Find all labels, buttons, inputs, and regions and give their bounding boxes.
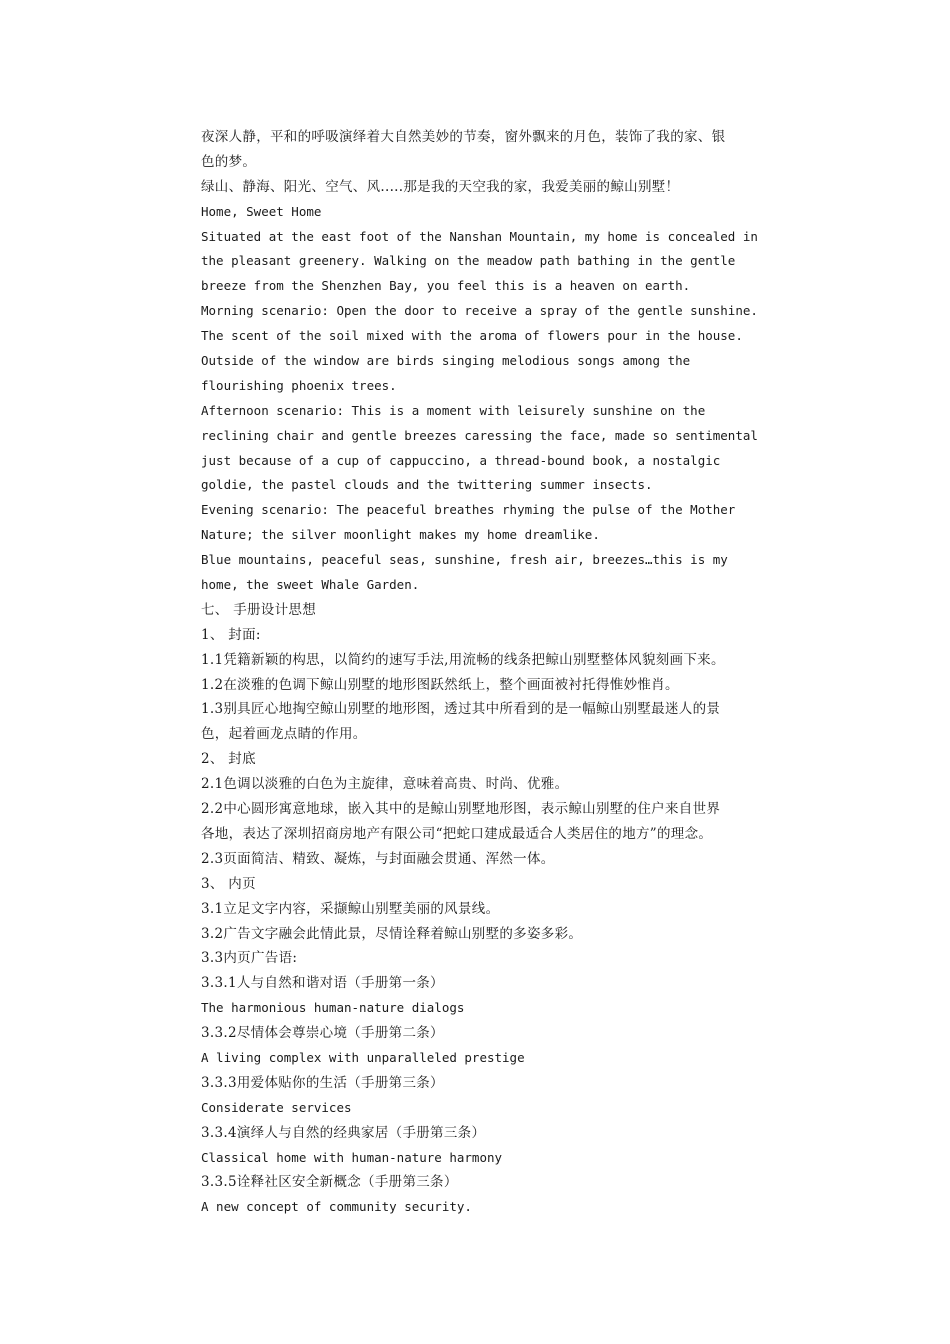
- slogan-chinese: 3.3.4演绎人与自然的经典家居（手册第三条）: [201, 1124, 486, 1141]
- slogan-english: A living complex with unparalleled prestige: [201, 1049, 525, 1065]
- slogan-english: A new concept of community security.: [201, 1199, 472, 1215]
- list-item: 3.2广告文字融会此情此景，尽情诠释着鲸山别墅的多姿多彩。: [201, 925, 583, 942]
- list-item: 各地，表达了深圳招商房地产有限公司“把蛇口建成最适合人类居住的地方”的理念。: [201, 825, 713, 842]
- list-item: 2.2中心圆形寓意地球，嵌入其中的是鲸山别墅地形图，表示鲸山别墅的住户来自世界: [201, 801, 721, 818]
- paragraph-line: 绿山、静海、阳光、空气、风.....那是我的天空我的家，我爱美丽的鲸山别墅！: [201, 178, 680, 195]
- paragraph-line: Situated at the east foot of the Nanshan Mountain, my home is concealed in: [201, 228, 758, 244]
- paragraph-line: Afternoon scenario: This is a moment with leisurely sunshine on the: [201, 402, 706, 418]
- paragraph-line: flourishing phoenix trees.: [201, 377, 397, 393]
- slogan-chinese: 3.3.1人与自然和谐对语（手册第一条）: [201, 975, 444, 992]
- paragraph-line: 夜深人静，平和的呼吸演绎着大自然美妙的节奏，窗外飘来的月色，装饰了我的家、银: [201, 129, 726, 145]
- paragraph-line: reclining chair and gentle breezes caressing the face, made so sentimental: [201, 427, 758, 443]
- slogan-english: Considerate services: [201, 1099, 352, 1115]
- slogan-chinese: 3.3.2尽情体会尊崇心境（手册第二条）: [201, 1025, 444, 1042]
- slogan-english: Classical home with human-nature harmony: [201, 1149, 503, 1165]
- slogan-english: The harmonious human-nature dialogs: [201, 1000, 465, 1016]
- paragraph-line: Outside of the window are birds singing melodious songs among the: [201, 353, 691, 369]
- subsection-heading: 1、 封面:: [201, 626, 261, 643]
- paragraph-line: Evening scenario: The peaceful breathes rhyming the pulse of the Mother: [201, 502, 736, 518]
- list-item: 2.1色调以淡雅的白色为主旋律，意味着高贵、时尚、优雅。: [201, 776, 569, 793]
- subsection-heading: 2、 封底: [201, 751, 256, 768]
- paragraph-line: The scent of the soil mixed with the aroma of flowers pour in the house.: [201, 328, 743, 344]
- list-item: 1.1凭籍新颖的构思，以简约的速写手法,用流畅的线条把鲸山别墅整体风貌刻画下来。: [201, 651, 725, 668]
- paragraph-line: home, the sweet Whale Garden.: [201, 577, 420, 593]
- slogan-chinese: 3.3.3用爱体贴你的生活（手册第三条）: [201, 1074, 444, 1091]
- paragraph-line: Blue mountains, peaceful seas, sunshine, fresh air, breezes…this is my: [201, 552, 728, 568]
- section-heading: 七、 手册设计思想: [201, 601, 316, 618]
- slogan-chinese: 3.3.5诠释社区安全新概念（手册第三条）: [201, 1174, 458, 1191]
- list-item: 2.3页面简洁、精致、凝炼，与封面融会贯通、浑然一体。: [201, 850, 555, 867]
- paragraph-line: breeze from the Shenzhen Bay, you feel this is a heaven on earth.: [201, 278, 691, 294]
- subsection-heading: 3、 内页: [201, 875, 256, 892]
- paragraph-line: Nature; the silver moonlight makes my home dreamlike.: [201, 527, 600, 543]
- paragraph-line: 色的梦。: [201, 153, 257, 170]
- paragraph-line: goldie, the pastel clouds and the twittering summer insects.: [201, 477, 653, 493]
- document-body: [201, 125, 761, 1220]
- list-item: 3.1立足文字内容，采撷鲸山别墅美丽的风景线。: [201, 900, 500, 917]
- section-title-english: Home, Sweet Home: [201, 203, 322, 219]
- list-item: 1.2在淡雅的色调下鲸山别墅的地形图跃然纸上，整个画面被衬托得惟妙惟肖。: [201, 676, 679, 693]
- list-item: 3.3内页广告语:: [201, 950, 298, 967]
- list-item: 色，起着画龙点睛的作用。: [201, 726, 367, 743]
- paragraph-line: just because of a cup of cappuccino, a thread-bound book, a nostalgic: [201, 452, 721, 468]
- paragraph-line: Morning scenario: Open the door to receive a spray of the gentle sunshine.: [201, 303, 758, 319]
- paragraph-line: the pleasant greenery. Walking on the meadow path bathing in the gentle: [201, 253, 736, 269]
- list-item: 1.3别具匠心地掏空鲸山别墅的地形图，透过其中所看到的是一幅鲸山别墅最迷人的景: [201, 701, 721, 718]
